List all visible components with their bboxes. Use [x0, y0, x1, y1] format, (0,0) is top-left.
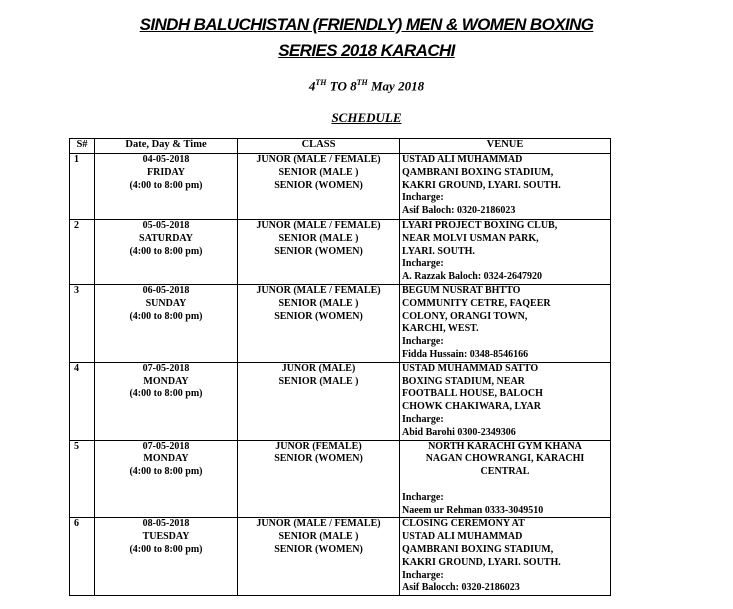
table-row — [70, 154, 611, 220]
date-day-time-line: SATURDAY — [139, 232, 193, 244]
schedule-table — [69, 138, 611, 596]
venue-cell-line: KAKRI GROUND, LYARI. SOUTH. — [402, 556, 561, 568]
class-cell — [238, 284, 400, 362]
date-day-time-line: SUNDAY — [145, 297, 187, 309]
class-cell-line: JUNOR (MALE / FEMALE) — [256, 154, 381, 165]
date-day-time-line: 07-05-2018 — [142, 362, 190, 374]
header-serial: S# — [70, 139, 95, 154]
venue-cell-line: Naeem ur Rehman 0333-3049510 — [402, 504, 544, 516]
class-cell — [238, 220, 400, 285]
venue-cell-line: QAMBRANI BOXING STADIUM, — [402, 543, 554, 555]
venue-cell-line: USTAD ALI MUHAMMAD — [402, 531, 523, 543]
venue-cell-line: NORTH KARACHI GYM KHANA — [428, 440, 582, 452]
date-day-time-line: FRIDAY — [147, 166, 185, 178]
venue-cell-line: CENTRAL — [480, 466, 530, 478]
table-row — [70, 284, 611, 362]
date-day-time-line: (4:00 to 8:00 pm) — [129, 179, 203, 191]
schedule-body — [70, 154, 611, 596]
date-day-time — [95, 440, 238, 518]
venue-cell-line: COMMUNITY CETRE, FAQEER — [402, 297, 551, 309]
venue-cell-line: Incharge: — [402, 258, 444, 270]
table-row — [70, 518, 611, 596]
venue-cell — [400, 440, 611, 518]
venue-cell-line: KAKRI GROUND, LYARI. SOUTH. — [402, 179, 561, 191]
serial-number: 1 — [70, 154, 95, 220]
venue-cell-line: Incharge: — [402, 491, 444, 503]
date-day-time-line: (4:00 to 8:00 pm) — [129, 245, 203, 257]
date-month: May 2018 — [367, 78, 425, 94]
class-cell-line: SENIOR (WOMEN) — [274, 245, 363, 257]
venue-cell-line: LYARI PROJECT BOXING CLUB, — [402, 220, 558, 231]
class-cell-line: SENIOR (MALE ) — [278, 375, 359, 387]
venue-cell — [400, 154, 611, 220]
class-cell — [238, 440, 400, 518]
class-cell-line: JUNOR (MALE) — [281, 362, 356, 374]
date-day-time — [95, 220, 238, 285]
venue-cell-line: BEGUM NUSRAT BHTTO — [402, 284, 521, 296]
date-day-time — [95, 154, 238, 220]
venue-cell — [400, 220, 611, 285]
table-header-row — [70, 139, 611, 154]
table-row — [70, 220, 611, 285]
serial-number: 4 — [70, 362, 95, 440]
date-end-suffix: TH — [356, 78, 368, 87]
venue-cell-line: Asif Balocch: 0320-2186023 — [402, 582, 520, 594]
serial-number: 2 — [70, 220, 95, 285]
class-cell-line: SENIOR (MALE ) — [278, 531, 359, 543]
class-cell-line: SENIOR (WOMEN) — [274, 453, 363, 465]
venue-cell-line: CHOWK CHAKIWARA, LYAR — [402, 401, 542, 413]
date-day-time-line: (4:00 to 8:00 pm) — [129, 310, 203, 322]
date-day-time-line: 04-05-2018 — [142, 154, 190, 165]
venue-cell-line: Fidda Hussain: 0348-8546166 — [402, 348, 529, 360]
venue-cell-line: COLONY, ORANGI TOWN, — [402, 310, 528, 322]
venue-cell — [400, 284, 611, 362]
date-day-time — [95, 518, 238, 596]
date-to: TO 8 — [326, 78, 357, 94]
date-start-suffix: TH — [315, 78, 327, 87]
venue-cell-line: A. Razzak Baloch: 0324-2647920 — [402, 271, 542, 283]
event-dates — [0, 78, 733, 94]
class-cell-line: JUNOR (MALE / FEMALE) — [256, 518, 381, 530]
venue-cell-line: USTAD ALI MUHAMMAD — [402, 154, 523, 165]
venue-cell-line: USTAD MUHAMMAD SATTO — [402, 362, 539, 374]
table-row — [70, 440, 611, 518]
venue-cell — [400, 362, 611, 440]
venue-cell-line: NAGAN CHOWRANGI, KARACHI — [425, 453, 585, 465]
class-cell — [238, 154, 400, 220]
venue-cell-line: KARCHI, WEST. — [402, 323, 479, 335]
date-day-time-line: 07-05-2018 — [142, 440, 190, 452]
venue-cell-line: Incharge: — [402, 336, 444, 348]
class-cell — [238, 518, 400, 596]
date-day-time-line: (4:00 to 8:00 pm) — [129, 466, 203, 478]
venue-cell-line: Incharge: — [402, 192, 444, 204]
table-row — [70, 362, 611, 440]
venue-cell-line: NEAR MOLVI USMAN PARK, — [402, 232, 539, 244]
venue-cell-line: QAMBRANI BOXING STADIUM, — [402, 166, 554, 178]
venue-cell-line: FOOTBALL HOUSE, BALOCH — [402, 388, 543, 400]
venue-cell — [400, 518, 611, 596]
date-day-time-line: TUESDAY — [142, 531, 190, 543]
venue-cell-line: BOXING STADIUM, NEAR — [402, 375, 525, 387]
serial-number: 3 — [70, 284, 95, 362]
class-cell-line: SENIOR (WOMEN) — [274, 543, 363, 555]
venue-cell-line: Incharge: — [402, 413, 444, 425]
date-day-time-line: 05-05-2018 — [142, 220, 190, 231]
date-day-time-line: (4:00 to 8:00 pm) — [129, 543, 203, 555]
date-day-time-line: 06-05-2018 — [142, 284, 190, 296]
header-date: Date, Day & Time — [95, 139, 238, 154]
venue-cell-line — [402, 479, 608, 492]
serial-number: 5 — [70, 440, 95, 518]
date-day-time-line: MONDAY — [143, 453, 189, 465]
class-cell-line: JUNOR (MALE / FEMALE) — [256, 220, 381, 231]
date-day-time — [95, 284, 238, 362]
header-venue: VENUE — [400, 139, 611, 154]
class-cell-line: SENIOR (MALE ) — [278, 166, 359, 178]
class-cell-line: SENIOR (WOMEN) — [274, 310, 363, 322]
class-cell-line: SENIOR (MALE ) — [278, 232, 359, 244]
document-title-line2: SERIES 2018 KARACHI — [278, 41, 455, 60]
class-cell-line: SENIOR (MALE ) — [278, 297, 359, 309]
serial-number: 6 — [70, 518, 95, 596]
venue-cell-line: Asif Baloch: 0320-2186023 — [402, 205, 516, 217]
venue-cell-line: CLOSING CEREMONY AT — [402, 518, 525, 530]
date-day-time-line: (4:00 to 8:00 pm) — [129, 388, 203, 400]
header-class: CLASS — [238, 139, 400, 154]
class-cell-line: JUNOR (MALE / FEMALE) — [256, 284, 381, 296]
class-cell — [238, 362, 400, 440]
venue-cell-line: Abid Barohi 0300-2349306 — [402, 426, 516, 438]
schedule-heading: SCHEDULE — [331, 110, 402, 125]
date-day-time-line: MONDAY — [143, 375, 189, 387]
date-day-time-line: 08-05-2018 — [142, 518, 190, 530]
date-start: 4 — [308, 78, 316, 94]
venue-cell-line: LYARI. SOUTH. — [402, 245, 475, 257]
class-cell-line: SENIOR (WOMEN) — [274, 179, 363, 191]
date-day-time — [95, 362, 238, 440]
document-title-line1: SINDH BALUCHISTAN (FRIENDLY) MEN & WOMEN BOXING — [139, 15, 594, 34]
venue-cell-line: Incharge: — [402, 569, 444, 581]
title-block — [0, 12, 733, 64]
class-cell-line: JUNOR (FEMALE) — [275, 440, 362, 452]
